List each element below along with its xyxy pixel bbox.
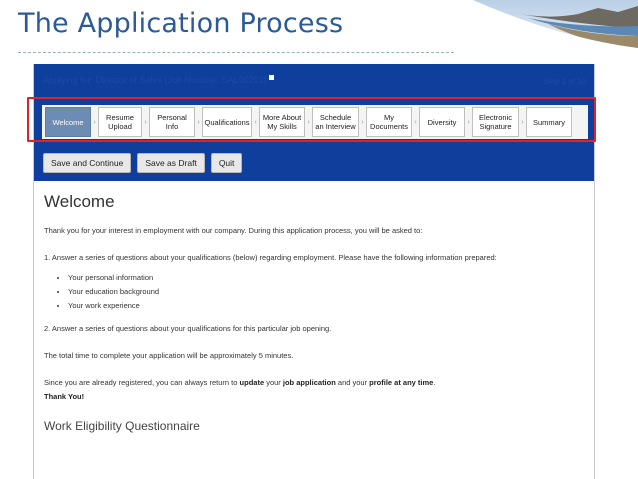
chevron-right-icon: › [254,118,257,126]
list-item: • Your work experience [68,301,589,310]
step-diversity[interactable]: Diversity [419,107,465,137]
action-bar [43,153,242,173]
step-qualifications[interactable]: Qualifications [202,107,252,137]
welcome-content [44,192,589,433]
list-item: • Your education background [68,287,589,296]
applying-for-label: Applying for: Director of Sales (Job Number: SAL00201) [43,75,274,85]
step-schedule-interview[interactable]: Schedule an Interview [312,107,359,137]
chevron-right-icon: › [307,118,310,126]
flag-icon [269,75,274,80]
thank-you-text: Thank You! [44,392,85,401]
chevron-right-icon: › [414,118,417,126]
step-summary[interactable]: Summary [526,107,572,137]
save-as-draft-button[interactable]: Save as Draft [137,153,205,173]
chevron-right-icon: › [521,118,524,126]
save-and-continue-button[interactable]: Save and Continue [43,153,131,173]
section-heading-work-eligibility: Work Eligibility Questionnaire [44,419,200,433]
step-navigation-highlight [27,97,596,142]
chevron-right-icon: › [467,118,470,126]
step-personal-info[interactable]: Personal Info [149,107,195,137]
slide-title: The Application Process [18,8,344,39]
list-item: • Your personal information [68,273,589,282]
chevron-right-icon: › [93,118,96,126]
mountain-landscape-image [468,0,638,50]
step-counter: Step 1 of 10 [542,77,586,86]
chevron-right-icon: › [197,118,200,126]
step-more-about-my-skills[interactable]: More About My Skills [259,107,305,137]
return-note: Since you are already registered, you can always return to update your job application and your profile at any time. [44,378,436,387]
step-welcome[interactable]: Welcome [45,107,91,137]
step-electronic-signature[interactable]: Electronic Signature [472,107,519,137]
step-my-documents[interactable]: My Documents [366,107,412,137]
instruction-2: 2. Answer a series of questions about your qualifications for this particular job opening. [44,324,332,333]
prep-list [68,273,589,310]
title-divider [18,52,454,53]
intro-text: Thank you for your interest in employment with our company. During this application process, you will be asked to: [44,226,423,235]
chevron-right-icon: › [361,118,364,126]
chevron-right-icon: › [144,118,147,126]
page-heading: Welcome [44,192,115,211]
time-note: The total time to complete your application will be approximately 5 minutes. [44,351,294,360]
instruction-1: 1. Answer a series of questions about your qualifications (below) regarding employment. Please have the following information prepared: [44,253,497,262]
step-resume-upload[interactable]: Resume Upload [98,107,142,137]
quit-button[interactable]: Quit [211,153,243,173]
